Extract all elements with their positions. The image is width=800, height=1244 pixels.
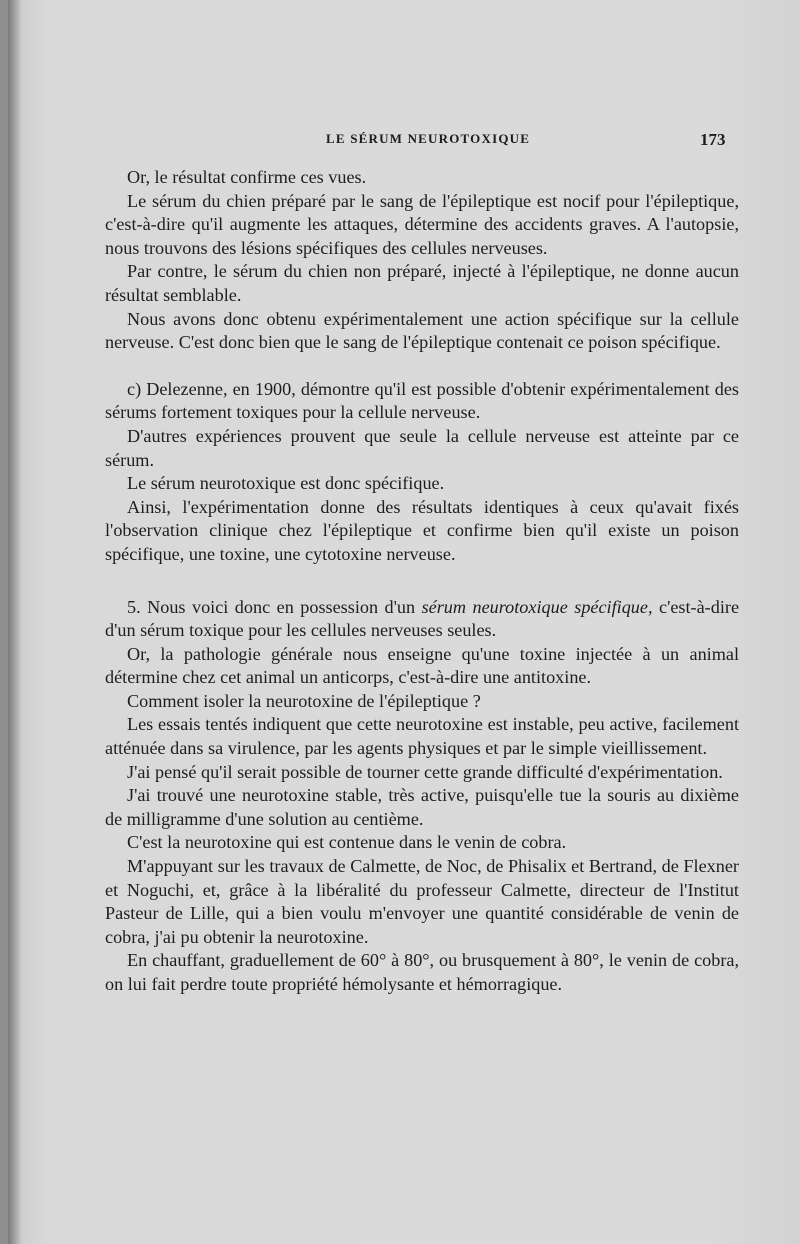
book-page [8, 0, 800, 1244]
paragraph: J'ai pensé qu'il serait possible de tourner cette grande difficulté d'expérimentation. [127, 761, 723, 782]
paragraph: Or, le résultat confirme ces vues. [127, 167, 367, 187]
paragraph-lead: 5. Nous voici donc en possession d'un [127, 596, 422, 617]
emphasis: sérum neurotoxique spécifique, [421, 596, 653, 617]
paragraph: Comment isoler la neurotoxine de l'épileptique ? [127, 690, 481, 711]
running-title: LE SÉRUM NEUROTOXIQUE [326, 131, 531, 146]
body-text [105, 166, 739, 997]
paragraph: Ainsi, l'expérimentation donne des résultats identiques à ceux qu'avait fixés l'observation clinique chez l'épileptique et confirme bien qu'il existe un poison spécifique, une toxine, une cytotoxine nerveuse. [105, 496, 739, 564]
paragraph: Les essais tentés indiquent que cette neurotoxine est instable, peu active, facilement atténuée dans sa virulence, par les agents physiques et par le simple vieillissement. [105, 714, 739, 759]
paragraph: Or, la pathologie générale nous enseigne qu'une toxine injectée à un animal détermine chez cet animal un anticorps, c'est-à-dire une antitoxine. [105, 643, 739, 688]
paragraph: Nous avons donc obtenu expérimentalement une action spécifique sur la cellule nerveuse. C'est donc bien que le sang de l'épileptique contenait ce poison spécifique. [105, 308, 739, 353]
paragraph: J'ai trouvé une neurotoxine stable, très active, puisqu'elle tue la souris au dixième de milligramme d'une solution au centième. [105, 785, 739, 829]
paragraph: D'autres expériences prouvent que seule la cellule nerveuse est atteinte par ce sérum. [105, 425, 739, 470]
paragraph: Le sérum du chien préparé par le sang de l'épileptique est nocif pour l'épileptique, c'est-à-dire qu'il augmente les attaques, détermine des accidents graves. A l'autopsie, nous trouvons des lésions spécifiques des cellules nerveuses. [105, 190, 739, 258]
paragraph-rest: c'est-à-dire d'un sérum toxique pour les cellules nerveuses seules. [105, 596, 740, 641]
paragraph: Par contre, le sérum du chien non préparé, injecté à l'épileptique, ne donne aucun résultat semblable. [105, 261, 739, 305]
paragraph: C'est la neurotoxine qui est contenue dans le venin de cobra. [127, 832, 567, 853]
page-number: 173 [700, 130, 726, 149]
paragraph: Le sérum neurotoxique est donc spécifique. [127, 473, 445, 494]
paragraph-section-5 [105, 596, 739, 643]
paragraph: c) Delezenne, en 1900, démontre qu'il est possible d'obtenir expérimentalement des sérums fortement toxiques pour la cellule nerveuse. [105, 378, 739, 423]
page-header [8, 128, 800, 152]
paragraph: M'appuyant sur les travaux de Calmette, de Noc, de Phisalix et Bertrand, de Flexner et Noguchi, et, grâce à la libéralité du professeur Calmette, directeur de l'Institut Pasteur de Lille, qui a bien voulu m'envoyer une quantité considérable de venin de cobra, j'ai pu obtenir la neurotoxine. [105, 856, 739, 947]
paragraph: En chauffant, graduellement de 60° à 80°, ou brusquement à 80°, le venin de cobra, on lui fait perdre toute propriété hémolysante et hémorragique. [105, 950, 739, 994]
